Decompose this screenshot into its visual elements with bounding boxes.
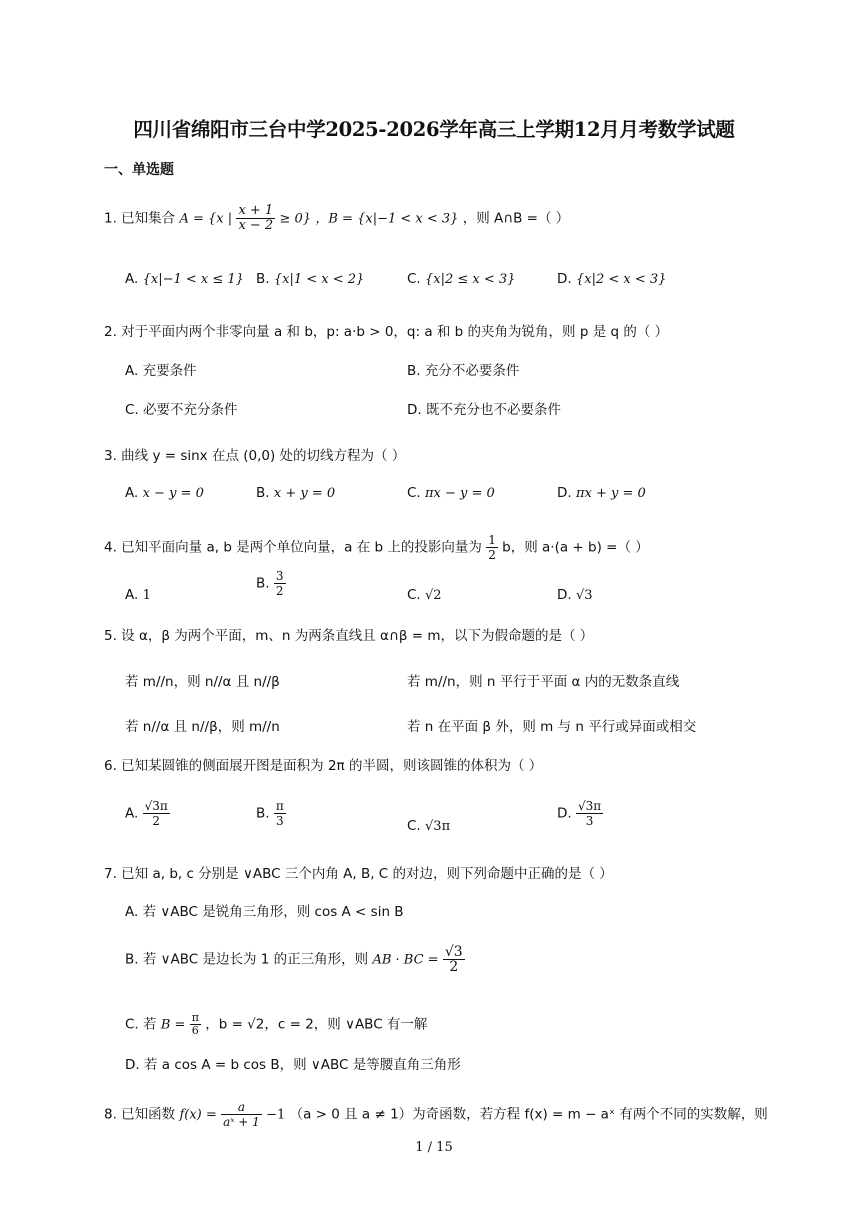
set-b: ，B = {x|−1 < x < 3} (315, 211, 459, 227)
question-1-suffix: ，则 A∩B =（ ） (462, 210, 570, 227)
question-3: 3. 曲线 y = sinx 在点 (0,0) 处的切线方程为（ ） (104, 448, 406, 464)
page-title: 四川省绵阳市三台中学2025-2026学年高三上学期12月月考数学试题 (133, 118, 735, 141)
q2-option-a[interactable]: A. 充要条件 (125, 363, 197, 379)
q1-option-c[interactable]: C. {x|2 ≤ x < 3} (407, 271, 516, 287)
question-1 (104, 204, 569, 233)
question-8: 8. 已知函数 f(x) = $\frac{a}{\text{aˣ + 1}}$ −1 （a > 0 且 a ≠ 1）为奇函数，若方程 f(x) = m − aˣ 有两个不同的实数解，则 (104, 1100, 768, 1129)
question-1-prefix: 1. 已知集合 (104, 210, 176, 227)
question-5: 5. 设 α，β 为两个平面，m、n 为两条直线且 α∩β = m，以下为假命题的是（ ） (104, 628, 594, 644)
q1-option-a[interactable]: A. {x|−1 < x ≤ 1} (125, 271, 244, 287)
q6-option-c[interactable]: C. √3π (407, 818, 451, 834)
projection-fraction: $\frac{1}{2}$ (488, 533, 496, 562)
q6-option-d[interactable]: D. $\frac{√3\pi}{3}$ (557, 799, 602, 828)
q7-option-c[interactable]: C. 若 B = $\frac{\pi}{6}$ ，b = √2，c = 2，则 ∨ABC 有一解 (125, 1011, 428, 1037)
question-4: 4. 已知平面向量 a, b 是两个单位向量，a 在 b 上的投影向量为 $\frac{1}{2}$ b，则 a·(a + b) =（ ） (104, 533, 649, 562)
q3-option-c[interactable]: C. πx − y = 0 (407, 485, 495, 501)
q7-option-d[interactable]: D. 若 a cos A = b cos B，则 ∨ABC 是等腰直角三角形 (125, 1057, 461, 1073)
q4-option-b[interactable]: B. $\frac{3}{2}$ (256, 569, 284, 598)
q7-option-a[interactable]: A. 若 ∨ABC 是锐角三角形，则 cos A < sin B (125, 904, 404, 920)
q5-option-b[interactable]: 若 m//n，则 n 平行于平面 α 内的无数条直线 (407, 674, 680, 690)
q1-option-b[interactable]: B. {x|1 < x < 2} (256, 271, 365, 287)
q2-option-b[interactable]: B. 充分不必要条件 (407, 363, 520, 379)
page-number: 1 / 15 (415, 1140, 453, 1155)
set-a-fraction: $\frac{x + 1}{x - 2}$ (238, 203, 274, 233)
q5-option-a[interactable]: 若 m//n，则 n//α 且 n//β (125, 674, 280, 690)
q6-option-b[interactable]: B. $\frac{\pi}{3}$ (256, 799, 284, 828)
question-2: 2. 对于平面内两个非零向量 a 和 b，p: a·b > 0，q: a 和 b 的夹角为锐角，则 p 是 q 的（ ） (104, 324, 669, 340)
section-heading: 一、单选题 (104, 162, 174, 178)
q3-option-d[interactable]: D. πx + y = 0 (557, 485, 646, 501)
set-a-lhs: A = {x | (179, 211, 233, 227)
q4-option-a[interactable]: A. 1 (125, 587, 151, 603)
question-7: 7. 已知 a, b, c 分别是 ∨ABC 三个内角 A, B, C 的对边，则下列命题中正确的是（ ） (104, 866, 613, 882)
q1-option-d[interactable]: D. {x|2 < x < 3} (557, 271, 667, 287)
q3-option-a[interactable]: A. x − y = 0 (125, 485, 204, 501)
q2-option-d[interactable]: D. 既不充分也不必要条件 (407, 402, 561, 418)
q3-option-b[interactable]: B. x + y = 0 (256, 485, 336, 501)
q4-option-c[interactable]: C. √2 (407, 587, 442, 603)
q5-option-d[interactable]: 若 n 在平面 β 外，则 m 与 n 平行或异面或相交 (407, 719, 697, 735)
q7-option-b[interactable]: B. 若 ∨ABC 是边长为 1 的正三角形，则 AB · BC = $\frac{√3}{2}$ (125, 944, 463, 975)
q5-option-c[interactable]: 若 n//α 且 n//β，则 m//n (125, 719, 280, 735)
set-a-rhs: ≥ 0} (279, 211, 312, 227)
q2-option-c[interactable]: C. 必要不充分条件 (125, 402, 238, 418)
q6-option-a[interactable]: A. $\frac{√3\pi}{2}$ (125, 799, 168, 828)
q4-option-d[interactable]: D. √3 (557, 587, 593, 603)
question-6: 6. 已知某圆锥的侧面展开图是面积为 2π 的半圆，则该圆锥的体积为（ ） (104, 758, 543, 774)
